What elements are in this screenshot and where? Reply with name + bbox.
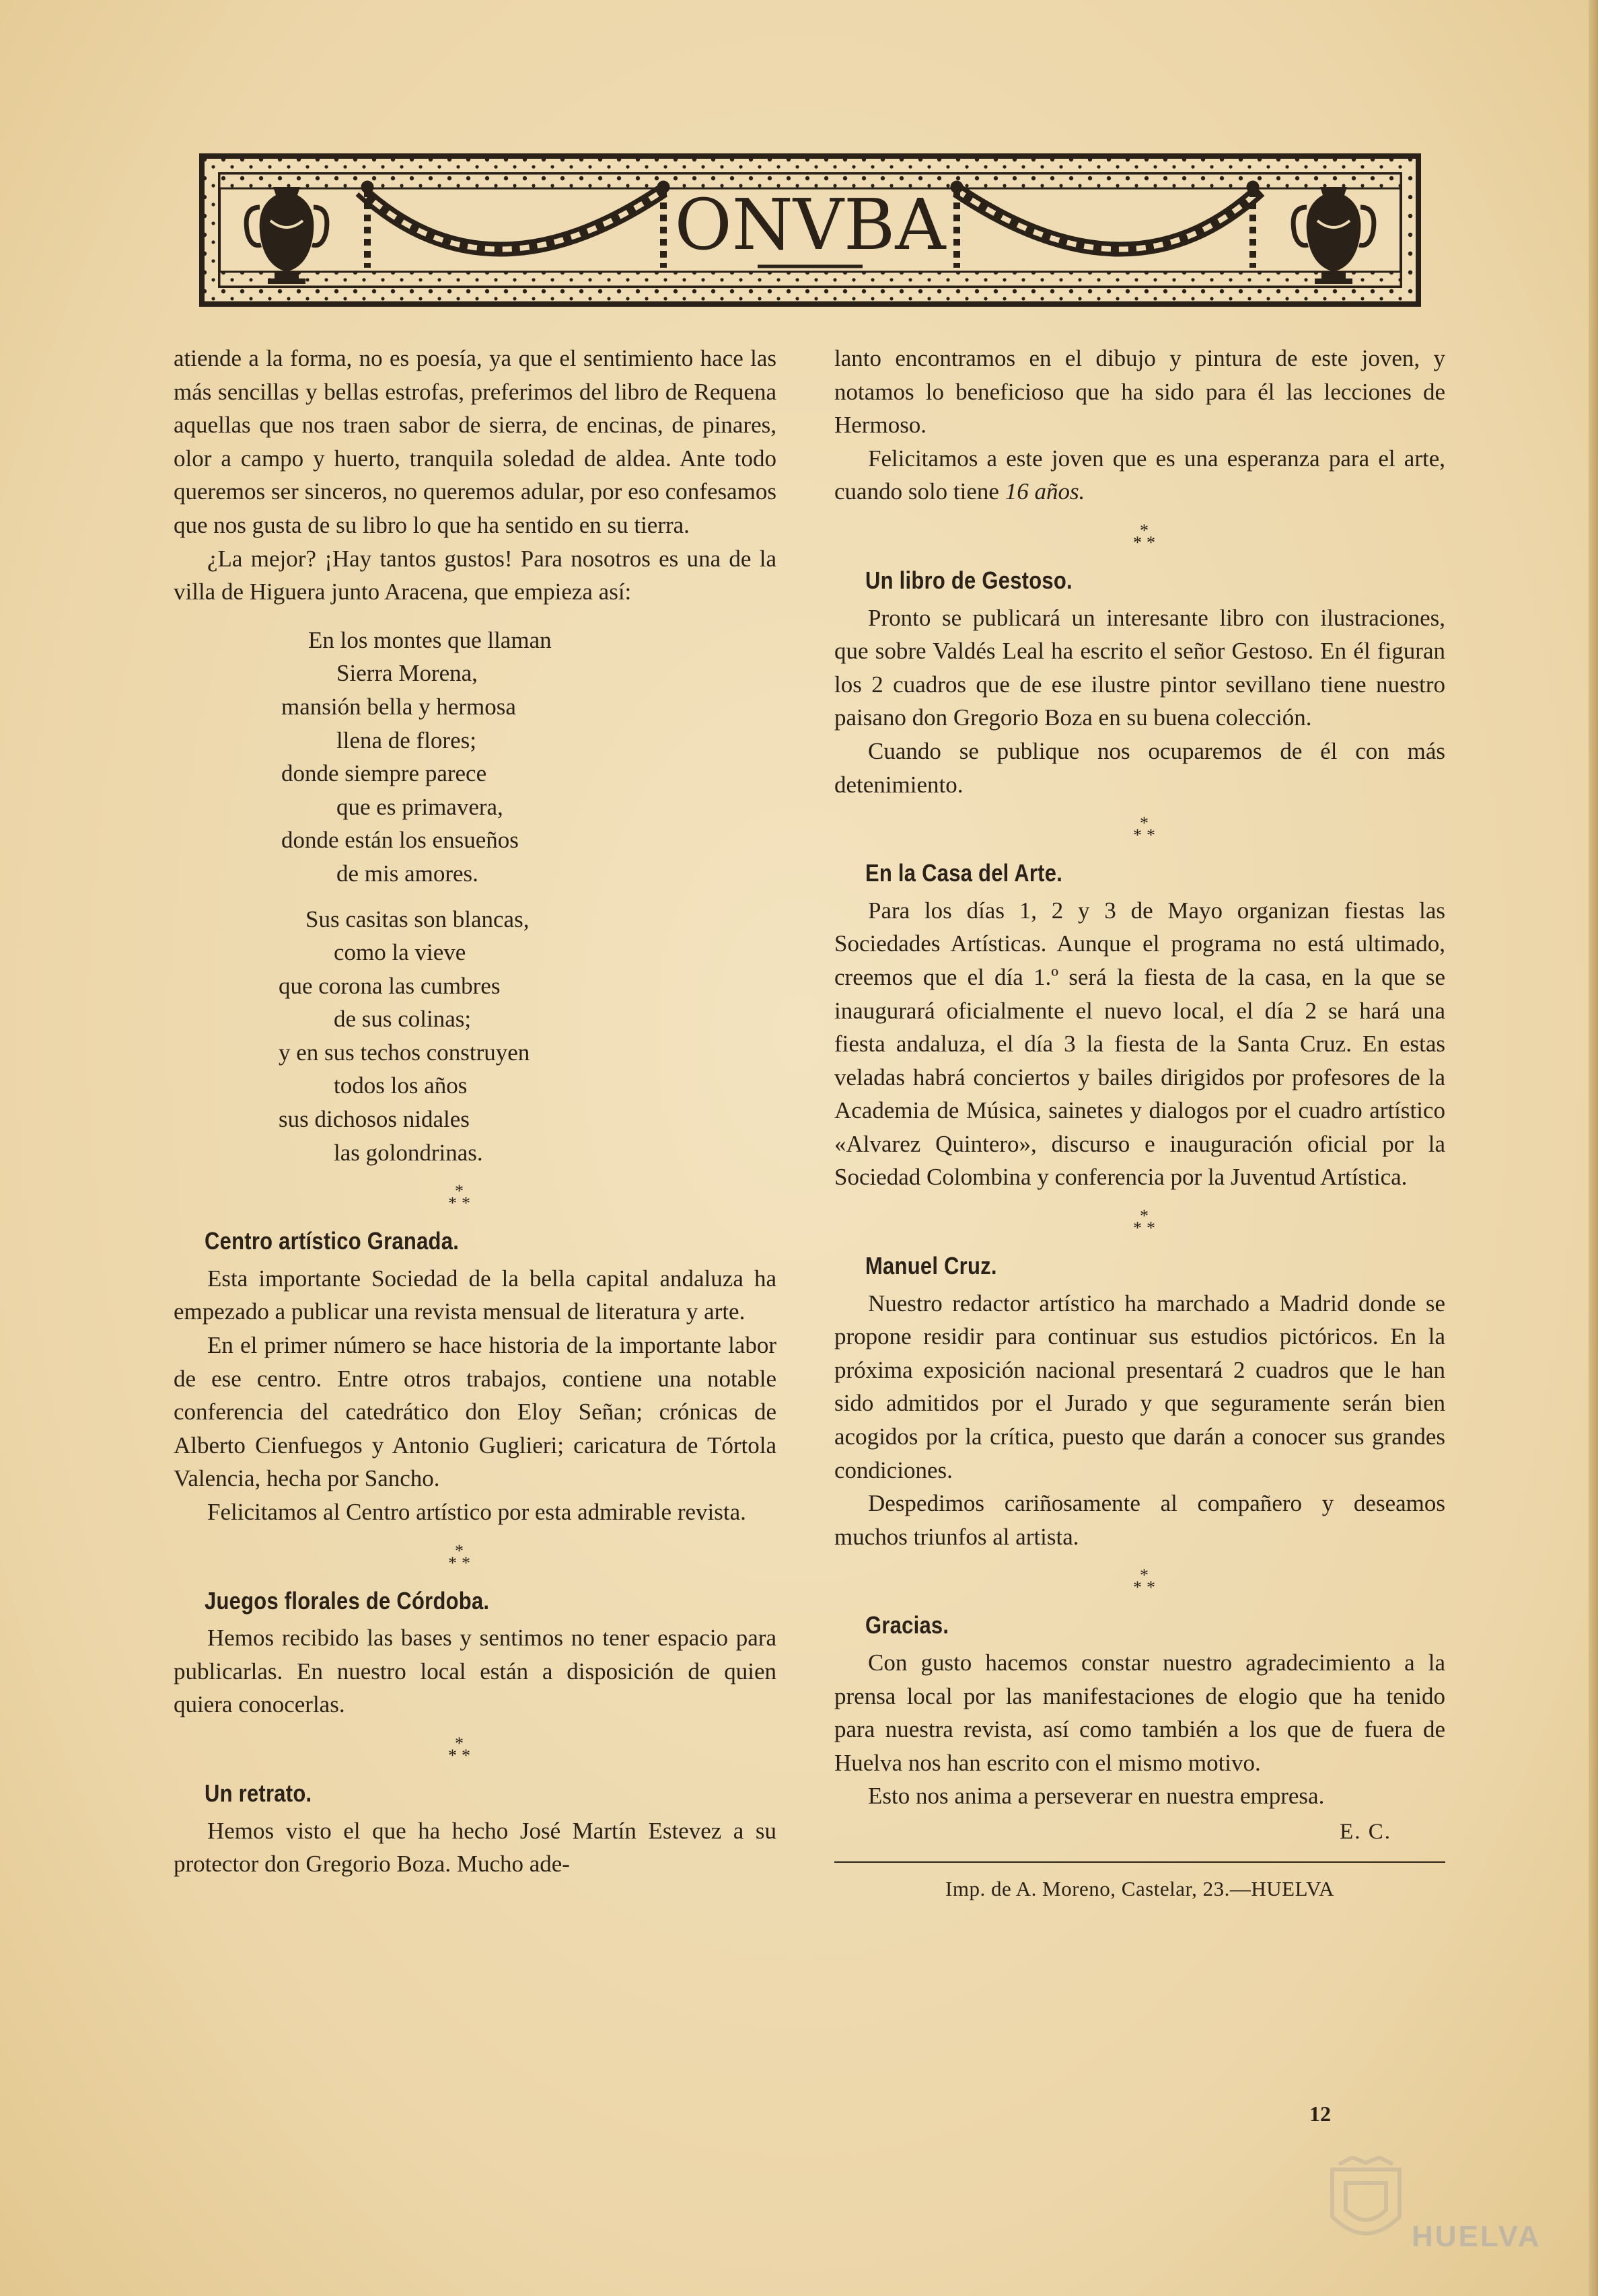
- paragraph: atiende a la forma, no es poesía, ya que el sentimiento hace las más sencillas y bellas estrofas, preferimos del libro de Requena aquellas que nos traen sabor de sierra, de encinas, de pinares, olor a campo y huerto, tranquila soledad de aldea. Ante todo queremos ser sinceros, no queremos adular, por eso confesamos que nos gusta de su libro lo que ha sentido en su tierra.: [174, 345, 776, 538]
- separator-star: *: [1140, 813, 1149, 834]
- section-separator: [174, 1543, 776, 1578]
- signature: E. C.: [1340, 1819, 1391, 1844]
- paragraph: Con gusto hacemos constar nuestro agradecimiento a la prensa local por las manifestaciones de elogio que ha tenido para nuestra revista, así como también a los que de fuera de Huelva nos han escrito con el mismo motivo.: [834, 1650, 1445, 1776]
- paragraph: lanto encontramos en el dibujo y pintura de este joven, y notamos lo beneficioso que ha sido para él las lecciones de Hermoso.: [834, 345, 1445, 439]
- separator-star: *: [462, 1553, 470, 1573]
- paragraph: Para los días 1, 2 y 3 de Mayo organizan fiestas las Sociedades Artísticas. Aunque el programa no está ultimado, creemos que el día 1.º será la fiesta de la casa, en la que se inaugurará oficialmente el nuevo local, el día 2 se hará una fiesta andaluza, el día 3 la fiesta de la Santa Cruz. En estas veladas habrá conciertos y bailes dirigidos por profesores de la Academia de Música, sainetes y dialogos por el cuadro artístico «Alvarez Quintero», discurso e inauguración oficial por la Sociedad Colombina y conferencia por la Juventud Artística.: [834, 897, 1445, 1191]
- separator-star: *: [448, 1193, 457, 1214]
- separator-star: *: [1140, 520, 1149, 540]
- poem-line: como la vieve: [334, 939, 466, 966]
- printer-imprint: Imp. de A. Moreno, Castelar, 23.—HUELVA: [945, 1876, 1334, 1900]
- masthead-banner: [199, 153, 1421, 307]
- poem-line: donde siempre parece: [281, 760, 487, 787]
- section-separator: [174, 1735, 776, 1770]
- poem-line: y en sus techos construyen: [279, 1039, 530, 1066]
- paragraph: Nuestro redactor artístico ha marchado a Madrid donde se propone residir para continuar sus estudios pictóricos. En la próxima exposición nacional presentará 2 cuadros que le han sido admitidos por el Jurado y que seguramente serán bien acogidos por la crítica, puesto que darán a conocer sus grandes condiciones.: [834, 1290, 1445, 1483]
- page-edge: [1589, 0, 1598, 2296]
- separator-star: *: [455, 1733, 464, 1753]
- poem-line: de mis amores.: [336, 860, 478, 887]
- section-heading: En la Casa del Arte.: [865, 859, 1063, 887]
- separator-star: *: [1133, 1578, 1142, 1598]
- section-heading: Gracias.: [865, 1611, 949, 1639]
- separator-star: *: [455, 1541, 464, 1561]
- masthead-ornament: [199, 153, 1421, 307]
- separator-star: *: [1140, 1206, 1149, 1226]
- section-separator: [174, 1183, 776, 1218]
- paragraph: Esto nos anima a perseverar en nuestra empresa.: [868, 1783, 1325, 1810]
- separator-star: *: [455, 1181, 464, 1201]
- separator-star: *: [1147, 1578, 1155, 1598]
- poem-stanza: [174, 903, 776, 1170]
- section-separator: [834, 1567, 1445, 1602]
- separator-star: *: [1147, 532, 1155, 552]
- section-heading: Centro artístico Granada.: [205, 1227, 460, 1255]
- poem-line: todos los años: [334, 1072, 468, 1099]
- poem-line: Sierra Morena,: [336, 660, 478, 687]
- separator-star: *: [462, 1745, 470, 1765]
- section-heading: Manuel Cruz.: [865, 1252, 997, 1280]
- section-heading: Juegos florales de Córdoba.: [205, 1586, 490, 1615]
- paragraph: Pronto se publicará un interesante libro con ilustraciones, que sobre Valdés Leal ha escrito el señor Gestoso. En él figuran los 2 cuadros que de ese ilustre pintor sevillano tiene nuestro paisano don Gregorio Boza en su buena colección.: [834, 604, 1445, 731]
- poem-line: que corona las cumbres: [279, 972, 501, 999]
- paragraph: ¿La mejor? ¡Hay tantos gustos! Para nosotros es una de la villa de Higuera junto Aracena, que empieza así:: [174, 545, 776, 605]
- poem-line: mansión bella y hermosa: [281, 693, 516, 720]
- paragraph: Hemos recibido las bases y sentimos no tener espacio para publicarlas. En nuestro local están a disposición de quien quiera conocerlas.: [174, 1625, 776, 1718]
- poem-line: sus dichosos nidales: [279, 1106, 470, 1133]
- section-separator: [834, 1208, 1445, 1243]
- separator-star: *: [1147, 825, 1155, 846]
- poem-stanza: [174, 624, 776, 891]
- paragraph: Hemos visto el que ha hecho José Martín Estevez a su protector don Gregorio Boza. Mucho ade-: [174, 1817, 776, 1878]
- age-text: 16 años.: [1005, 478, 1085, 505]
- poem-line: donde están los ensueños: [281, 827, 519, 854]
- section-heading: Un libro de Gestoso.: [865, 566, 1073, 594]
- section-heading: Un retrato.: [205, 1779, 312, 1807]
- poem-line: las golondrinas.: [334, 1139, 483, 1166]
- section-separator: [834, 815, 1445, 850]
- separator-star: *: [1133, 1218, 1142, 1238]
- right-column: [834, 342, 1445, 1905]
- poem: [174, 624, 776, 1170]
- separator-star: *: [462, 1193, 470, 1214]
- separator-star: *: [1133, 825, 1142, 846]
- separator-star: *: [448, 1553, 457, 1573]
- poem-line: de sus colinas;: [334, 1006, 472, 1033]
- separator-star: *: [1140, 1565, 1149, 1586]
- poem-line: llena de flores;: [336, 727, 476, 753]
- paragraph: Felicitamos al Centro artístico por esta admirable revista.: [207, 1499, 746, 1525]
- paragraph: Cuando se publique nos ocuparemos de él con más detenimiento.: [834, 737, 1445, 798]
- masthead-title: ONVBA: [674, 184, 946, 266]
- section-separator: [834, 522, 1445, 557]
- separator-star: *: [1147, 1218, 1155, 1238]
- paragraph: En el primer número se hace historia de la importante labor de ese centro. Entre otros trabajos, contiene una notable conferencia del catedrático don Eloy Señan; crónicas de Alberto Cienfuegos y Antonio Guglieri; caricatura de Tórtola Valencia, hecha por Sancho.: [174, 1332, 776, 1492]
- paragraph: Esta importante Sociedad de la bella capital andaluza ha empezado a publicar una revista mensual de literatura y arte.: [174, 1265, 776, 1325]
- divider: [834, 1861, 1445, 1863]
- poem-line: Sus casitas son blancas,: [305, 905, 530, 932]
- poem-line: En los montes que llaman: [308, 626, 552, 653]
- separator-star: *: [448, 1745, 457, 1765]
- paragraph: [834, 442, 1445, 509]
- felicitation-text: Felicitamos a este joven que es una esperanza para el arte, cuando solo tiene: [834, 445, 1445, 505]
- watermark-text: HUELVA: [1412, 2220, 1541, 2253]
- poem-line: que es primavera,: [336, 793, 503, 820]
- page-number: 12: [1309, 2102, 1331, 2126]
- separator-star: *: [1133, 532, 1142, 552]
- paragraph: Despedimos cariñosamente al compañero y deseamos muchos triunfos al artista.: [834, 1490, 1445, 1550]
- left-column: [174, 342, 776, 1881]
